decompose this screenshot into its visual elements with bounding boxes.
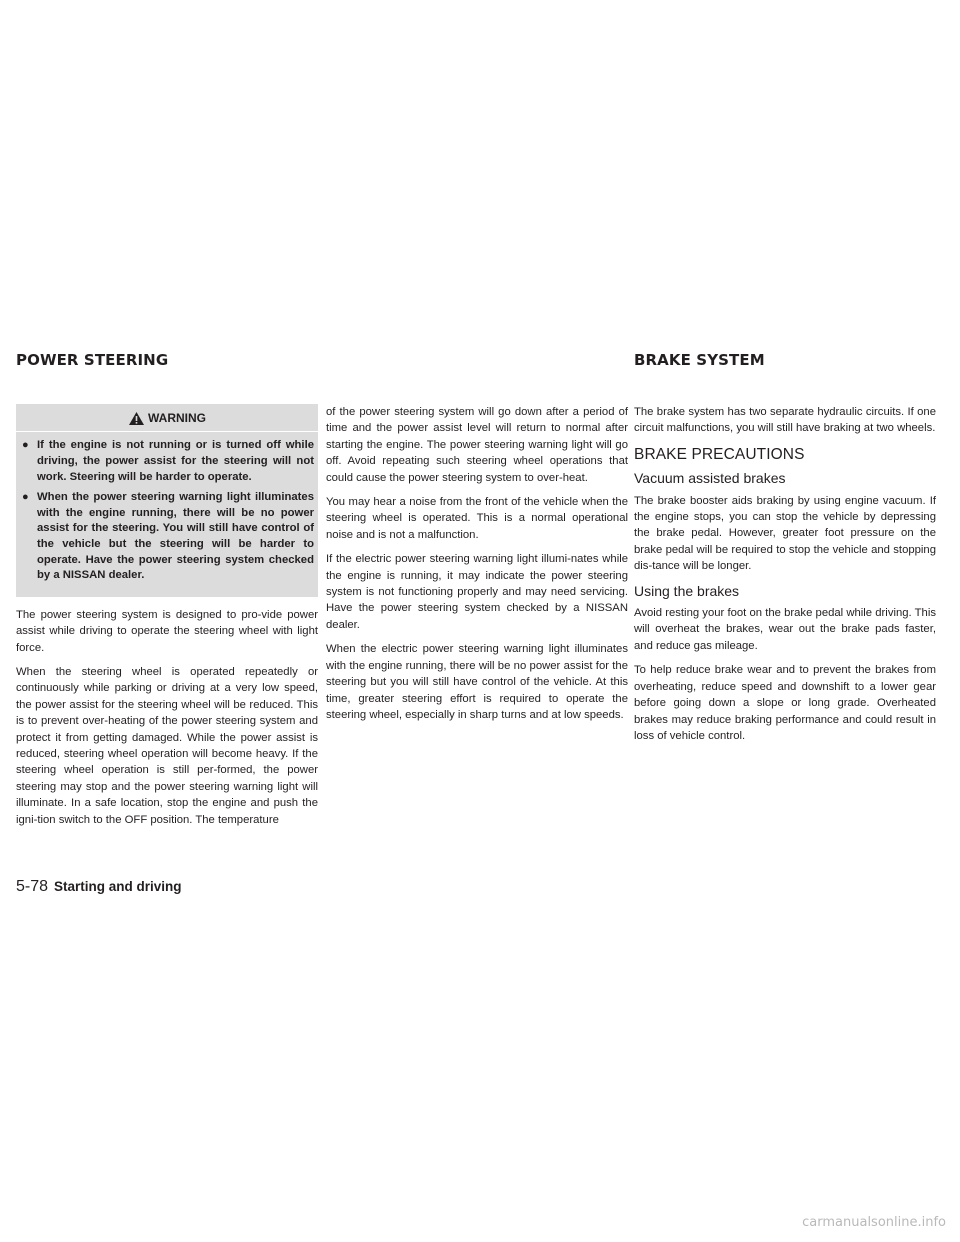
warning-list — [16, 438, 318, 583]
warning-box — [16, 404, 318, 597]
paragraph: The brake system has two separate hydraulic circuits. If one circuit malfunctions, you will still have braking at two wheels. — [634, 406, 936, 435]
vacuum-brakes-heading: Vacuum assisted brakes — [634, 470, 786, 487]
brake-precautions-heading: BRAKE PRECAUTIONS — [634, 445, 805, 463]
paragraph: The power steering system is designed to pro-vide power assist while driving to operate the steering wheel with light force. — [16, 608, 318, 654]
paragraph: You may hear a noise from the front of the vehicle when the steering wheel is operated. This is a normal operational noise and is not a malfunction. — [326, 496, 628, 541]
warning-item-text: If the engine is not running or is turned off while driving, the power assist for the steering will not work. Steering will be harder to operate. — [37, 439, 314, 483]
warning-item-text: When the power steering warning light illuminates with the engine running, there will be no power assist for the steering. You will still have control of the vehicle but the steering will be harder to operate. Have the power steering system checked by a NISSAN dealer. — [37, 491, 314, 582]
page-number: 5-78 — [16, 878, 49, 895]
chapter-title: Starting and driving — [54, 879, 182, 894]
paragraph: When the electric power steering warning light illuminates with the engine running, there will be no power assist for the steering but you will still have control of the vehicle. At this time, greater steering effort is required to operate the steering wheel, especially in sharp turns and at low speeds. — [326, 643, 628, 721]
page-footer — [16, 878, 182, 896]
warning-title — [16, 404, 318, 432]
paragraph: If the electric power steering warning light illumi-nates while the engine is running, it may indicate the power steering system is not functioning properly and may need servicing. Have the power steering system checked by a NISSAN dealer. — [326, 553, 628, 631]
paragraph: Avoid resting your foot on the brake pedal while driving. This will overheat the brakes, wear out the brake pads faster, and reduce gas mileage. — [634, 607, 936, 652]
paragraph: When the steering wheel is operated repeatedly or continuously while parking or driving at a very low speed, the power assist for the steering wheel will be reduced. This is to prevent over-heating of the power steering system and protect it from getting damaged. While the power assist is reduced, steering wheel operation will become heavy. If the steering wheel operation is still per-formed, the power steering may stop and the power steering warning light will illuminate. In a safe location, stop the engine and push the igni-tion switch to the OFF position. The temperature — [16, 665, 318, 826]
watermark: carmanualsonline.info — [802, 1215, 946, 1230]
warning-label: WARNING — [148, 411, 206, 425]
column-2 — [326, 404, 628, 731]
bullet-icon: ● — [22, 491, 29, 504]
column-1 — [16, 404, 318, 836]
warning-item — [22, 490, 314, 584]
warning-triangle-icon — [128, 411, 145, 426]
paragraph: To help reduce brake wear and to prevent the brakes from overheating, reduce speed and downshift to a lower gear before going down a slope or long grade. Overheated brakes may reduce braking performance and could result in loss of vehicle control. — [634, 664, 936, 742]
paragraph: of the power steering system will go down after a period of time and the power assist level will return to normal after starting the engine. The power steering warning light will go off. Avoid repeating such steering wheel operations that could cause the power steering system to over-heat. — [326, 406, 628, 484]
power-steering-heading: POWER STEERING — [16, 351, 169, 369]
bullet-icon: ● — [22, 439, 29, 452]
paragraph: The brake booster aids braking by using engine vacuum. If the engine stops, you can stop the vehicle by depressing the brake pedal. However, greater foot pressure on the brake pedal will be required to stop the vehicle and stopping dis-tance will be longer. — [634, 494, 936, 573]
brake-system-heading: BRAKE SYSTEM — [634, 351, 765, 369]
column-3 — [634, 404, 936, 752]
warning-item — [22, 438, 314, 485]
using-brakes-heading: Using the brakes — [634, 582, 740, 599]
